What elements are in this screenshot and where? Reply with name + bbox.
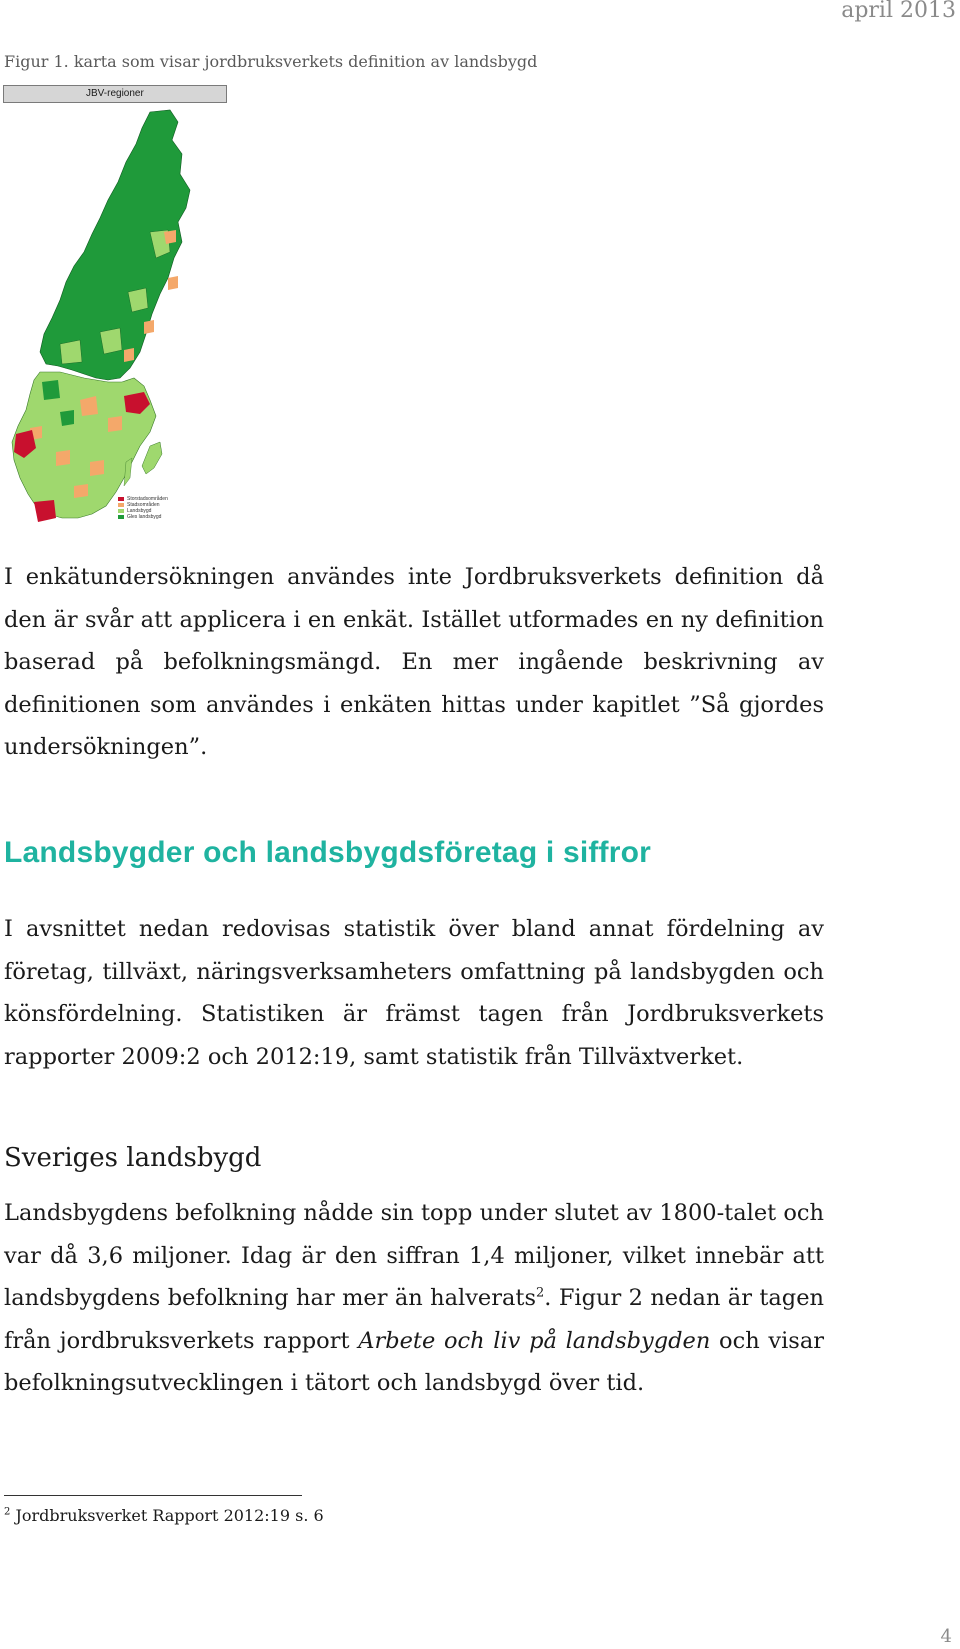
subsection-paragraph (4, 1192, 824, 1405)
report-title: Arbete och liv på landsbygden (358, 1327, 711, 1354)
footnote (4, 1506, 324, 1525)
sweden-region-map (0, 82, 240, 552)
footnote-reference[interactable]: 2 (536, 1285, 545, 1301)
map-graphic (0, 82, 240, 552)
legend-swatch (118, 503, 124, 507)
footnote-text: Jordbruksverket Rapport 2012:19 s. 6 (10, 1506, 324, 1525)
intro-paragraph: I enkätundersökningen användes inte Jordbruksverkets definition då den är svår att applicera i en enkät. Istället utformades en ny definition baserad på befolkningsmängd. En mer ingående beskrivning av definitionen som användes i enkäten hittas under kapitlet ”Så gjordes undersökningen”. (4, 564, 824, 760)
page-number: 4 (940, 1626, 952, 1647)
malmo-area (34, 500, 56, 522)
paragraph-text: . Figur 2 nedan är tagen från jordbruksverkets rapport (4, 1285, 824, 1354)
header-date: april 2013 (841, 0, 956, 23)
footnote-marker: 2 (4, 1506, 11, 1518)
section-heading: Landsbygder och landsbygdsföretag i siffror (4, 836, 652, 869)
gotland-shape (142, 442, 162, 474)
map-legend (118, 496, 168, 520)
figure-caption: Figur 1. karta som visar jordbruksverkets definition av landsbygd (4, 52, 538, 71)
paragraph-text: Landsbygdens befolkning nådde sin topp under slutet av 1800-talet och var då 3,6 miljoner. Idag är den siffran 1,4 miljoner, vilket innebär att landsbygdens befolkning har mer än halverats (4, 1200, 824, 1311)
paragraph-text: och visar befolkningsutvecklingen i tätort och landsbygd över tid. (4, 1327, 824, 1396)
footnote-divider (4, 1495, 302, 1496)
legend-label: Storstadsområden (127, 496, 168, 502)
legend-label: Stadsområden (127, 502, 160, 508)
legend-swatch (118, 515, 124, 519)
map-title: JBV-regioner (86, 88, 144, 99)
subsection-heading: Sveriges landsbygd (4, 1143, 262, 1173)
legend-label: Landsbygd (127, 508, 152, 514)
section-paragraph: I avsnittet nedan redovisas statistik över bland annat fördelning av företag, tillväxt, näringsverksamheters omfattning på landsbygden och könsfördelning. Statistiken är främst tagen från Jordbruksverkets rapporter 2009:2 och 2012:19, samt statistik från Tillväxtverket. (4, 916, 824, 1070)
legend-item (118, 514, 168, 520)
legend-label: Gles landsbygd (127, 514, 162, 520)
legend-swatch (118, 497, 124, 501)
legend-swatch (118, 509, 124, 513)
